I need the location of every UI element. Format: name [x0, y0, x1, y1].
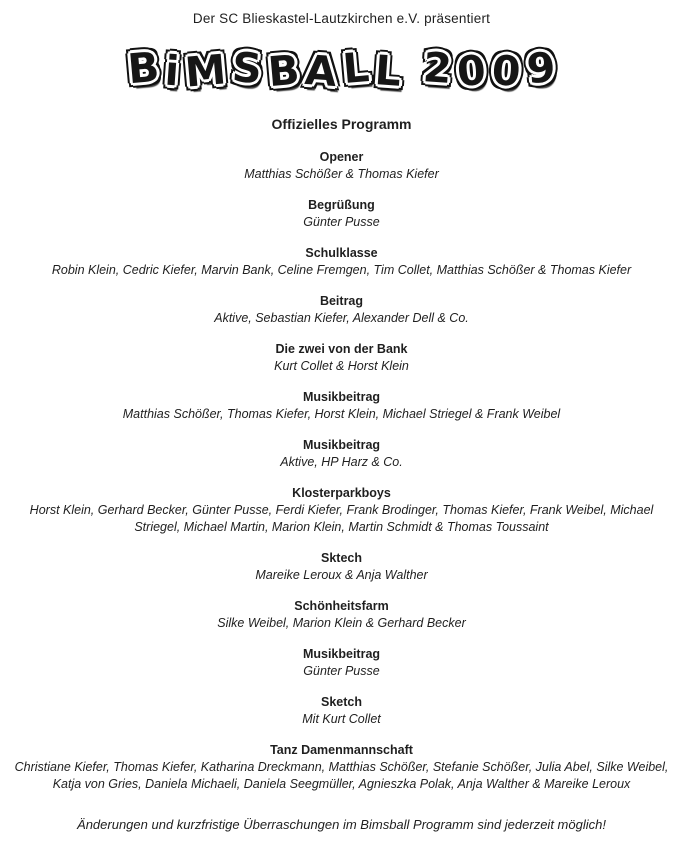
- program-item-performers: Günter Pusse: [303, 215, 380, 229]
- presenter-line: Der SC Blieskastel-Lautzkirchen e.V. präsentiert: [192, 11, 491, 26]
- program-item: [14, 341, 670, 375]
- program-item-title: Schulklasse: [305, 246, 378, 260]
- program-item: [14, 550, 670, 584]
- program-item-performers: Matthias Schößer, Thomas Kiefer, Horst Klein, Michael Striegel & Frank Weibel: [122, 407, 561, 421]
- program-item-title: Opener: [319, 150, 364, 164]
- footer-note: Änderungen und kurzfristige Überraschungen im Bimsball Programm sind jederzeit möglich!: [77, 817, 606, 832]
- program-item-performers: Aktive, Sebastian Kiefer, Alexander Dell & Co.: [214, 311, 469, 325]
- program-item: [14, 485, 670, 536]
- program-item-title: Tanz Damenmannschaft: [270, 743, 413, 757]
- program-list: [14, 149, 670, 793]
- program-item: [14, 598, 670, 632]
- program-item-title: Die zwei von der Bank: [275, 342, 408, 356]
- bimsball-logo: [0, 40, 683, 104]
- program-item-performers: Horst Klein, Gerhard Becker, Günter Pusse, Ferdi Kiefer, Frank Brodinger, Thomas Kiefer, Frank Weibel, Michael Striegel, Michael Martin, Marion Klein, Martin Schmidt & Thomas Toussaint: [29, 503, 654, 534]
- program-item: [14, 646, 670, 680]
- program-item-performers: Christiane Kiefer, Thomas Kiefer, Katharina Dreckmann, Matthias Schößer, Stefanie Schößer, Julia Abel, Silke Weibel, Katja von Gries, Daniela Michaeli, Daniela Seegmüller, Agnieszka Polak, Anja Walther & Mareike Leroux: [14, 760, 669, 791]
- program-item-performers: Aktive, HP Harz & Co.: [280, 455, 403, 469]
- program-item-title: Musikbeitrag: [302, 647, 381, 661]
- program-item-title: Klosterparkboys: [292, 486, 391, 500]
- program-item-title: Begrüßung: [308, 198, 375, 212]
- program-item: [14, 437, 670, 471]
- program-subtitle: Offizielles Programm: [271, 116, 412, 132]
- program-item: [14, 149, 670, 183]
- program-item-title: Schönheitsfarm: [294, 599, 389, 613]
- program-item: [14, 389, 670, 423]
- program-item-performers: Kurt Collet & Horst Klein: [274, 359, 409, 373]
- program-item-title: Musikbeitrag: [302, 438, 381, 452]
- program-item-performers: Günter Pusse: [303, 664, 380, 678]
- program-item-performers: Mareike Leroux & Anja Walther: [255, 568, 428, 582]
- program-item: [14, 197, 670, 231]
- program-item-performers: Silke Weibel, Marion Klein & Gerhard Becker: [217, 616, 466, 630]
- program-item-title: Sktech: [321, 551, 362, 565]
- program-item: [14, 694, 670, 728]
- program-item-performers: Robin Klein, Cedric Kiefer, Marvin Bank, Celine Fremgen, Tim Collet, Matthias Schößer & Thomas Kiefer: [51, 263, 632, 277]
- program-item-title: Sketch: [321, 695, 362, 709]
- program-item-title: Musikbeitrag: [302, 390, 381, 404]
- program-item-performers: Mit Kurt Collet: [302, 712, 381, 726]
- program-item: [14, 245, 670, 279]
- program-item: [14, 742, 670, 793]
- logo-text: BiMSBALL 2009: [125, 42, 557, 97]
- program-item-title: Beitrag: [319, 294, 364, 308]
- program-item-performers: Matthias Schößer & Thomas Kiefer: [244, 167, 439, 181]
- program-item: [14, 293, 670, 327]
